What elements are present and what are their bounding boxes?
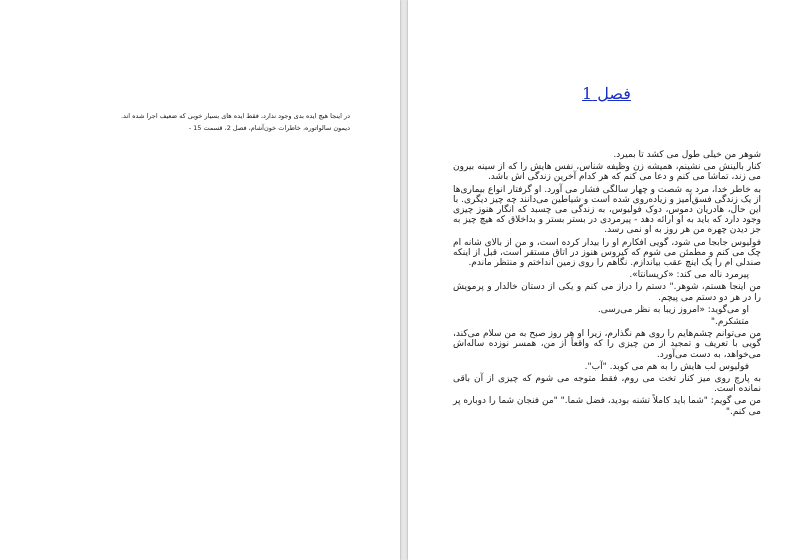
body-paragraph: فولیوس لب هایش را به هم می کوبد. "آب".	[584, 361, 749, 372]
chapter-body	[453, 150, 761, 419]
body-paragraph: من اینجا هستم، شوهر." دستم را دراز می کنم و یکی از دستان خالدار و پرمویش را در هر دو دستم می پیچم.	[453, 282, 761, 303]
epigraph-source-title: دیمون سالواتوره، خاطرات خون‌آشام	[250, 124, 350, 132]
body-paragraph: من می گویم: "شما باید کاملاً تشنه بودید، فضل شما." "من فنجان شما را دوباره پر می کنم."	[453, 396, 761, 417]
document-page-left	[0, 0, 400, 560]
body-paragraph: کنار بالینش می نشینم، همیشه زن وظیفه شناس، نفس هایش را که از سینه بیرون می زند، تماشا می کنم و دعا می کنم که هر کدام آخرین زندگی اش باشد.	[453, 162, 761, 183]
body-paragraph: پیرمرد ناله می کند: «کریسانتا».	[629, 270, 749, 281]
epigraph-quote: در اینجا هیچ ایده بدی وجود ندارد، فقط ایده های بسیار خوبی که ضعیف اجرا شده اند.	[120, 112, 350, 120]
epigraph-source	[110, 124, 350, 132]
chapter-title-link[interactable]: فصل 1	[582, 84, 631, 103]
document-page-right	[408, 0, 805, 560]
body-paragraph: به پارچ روی میز کنار تخت می روم، فقط متوجه می شوم که چیزی از آن باقی نمانده است.	[453, 374, 761, 395]
body-paragraph: شوهر من خیلی طول می کشد تا بمیرد.	[613, 150, 761, 160]
body-paragraph: متشکرم."	[710, 317, 749, 328]
epigraph	[110, 112, 350, 132]
body-paragraph: او می‌گوید: «امروز زیبا به نظر می‌رسی.	[597, 304, 749, 315]
body-paragraph: من می‌توانم چشم‌هایم را روی هم نگذارم، زیرا او هر روز صبح به من سلام می‌کند، گویی با تعریف و تمجید از من چیزی را که واقعاً از من، همسر نوزده ساله‌اش می‌خواهد، به دست می‌آورد.	[453, 329, 761, 360]
body-paragraph: به خاطر خدا، مرد به شصت و چهار سالگی فشار می آورد. او گرفتار انواع بیماری‌ها از یک زندگی فسق‌آمیز و زیاده‌روی شده است و شیاطین می‌دانند چه چیز دیگری. با این حال، هادریان دموس، دوک فولیوس، به زندگی می چسبد که انگار هنوز چیزی وجود دارد که باید به او ارائه دهد - پیرمردی در بستر بستر و بداخلاق که هیچ چیز به جز دیدن چهره من هر روز به او نمی رسد.	[452, 184, 761, 236]
epigraph-source-suffix: ، فصل 2، قسمت 15	[193, 124, 251, 132]
epigraph-source-dash: -	[188, 124, 192, 132]
body-paragraph: فولیوس جابجا می شود، گویی افکارم او را بیدار کرده است، و من از بالای شانه ام چک می کنم و مطمئن می شوم که کیروس هنوز در اتاق مستقر است، قبل از اینکه صندلی ام را یک اینچ عقب بیاندازم. نگاهم را روی زمین انداختم و منتظر ماندم.	[453, 237, 761, 269]
